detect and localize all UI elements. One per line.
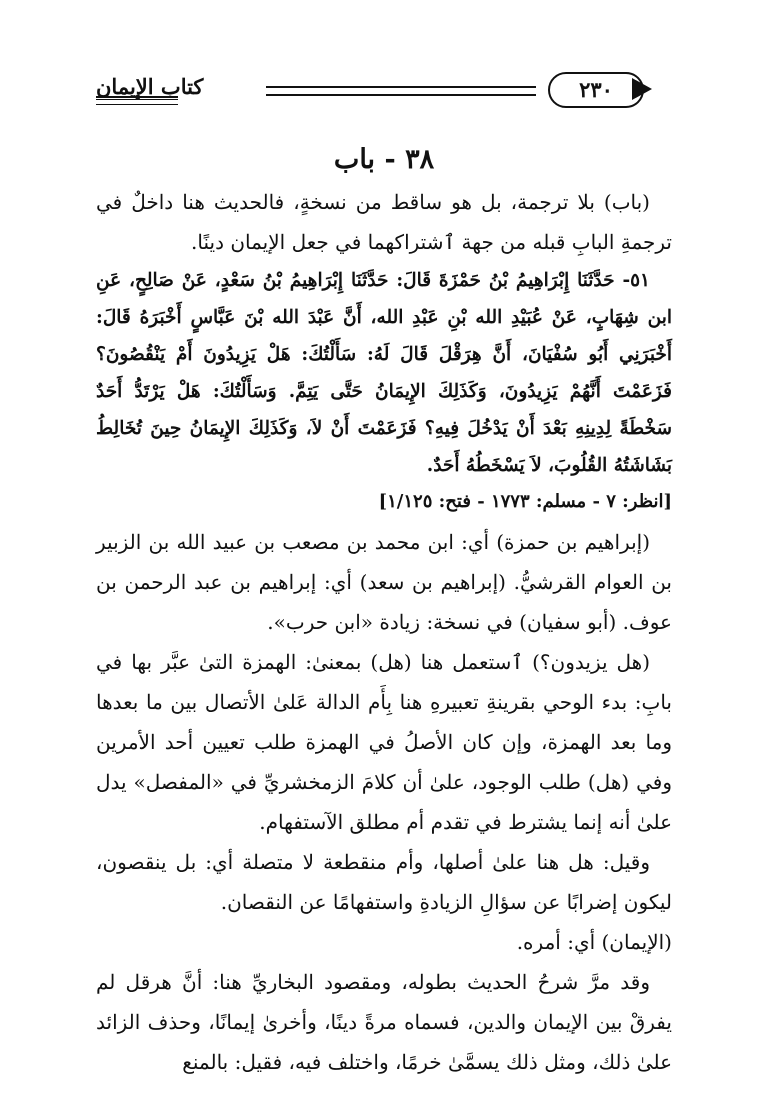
hadith-reference: [انظر: ٧ - مسلم: ١٧٧٣ - فتح: ١/١٢٥] xyxy=(378,491,672,512)
commentary-paragraph-2: (هل يزيدون؟) ٱستعمل هنا (هل) بمعنىٰ: الهمزة التىٰ عبَّر بها في بابِ: بدء الوحي بقرينةِ تعبيرهِ هنا بِأَم الدالة عَلىٰ الأتصال بين ما بعدها وما بعد الهمزة، وإن كان الأصلُ في الهمزة طلب تعيين أحد الأمرين وفي (هل) طلب الوجود، علىٰ أن كلامَ الزمخشريِّ في «المفصل» يدل علىٰ أنه إنما يشترط في تقدم أم مطلق الآستفهام. xyxy=(96,650,672,834)
commentary-paragraph-1: (إبراهيم بن حمزة) أي: ابن محمد بن مصعب بن عبيد الله بن الزبير بن العوام القرشيُّ. (إبراهيم بن سعد) أي: إبراهيم بن عبد الرحمن بن عوف. (أبو سفيان) في نسخة: زيادة «ابن حرب». xyxy=(96,530,672,634)
commentary-paragraph-5: وقد مرَّ شرحُ الحديث بطوله، ومقصود البخاريِّ هنا: أنَّ هرقل لم يفرقْ بين الإيمان والدين، فسماه مرةً دينًا، وأخرىٰ إيمانًا، وحذف الزائد علىٰ ذلك، ومثل ذلك يسمَّىٰ خرمًا، واختلف فيه، فقيل: بالمنع xyxy=(96,970,672,1074)
chapter-intro: (باب) بلا ترجمة، بل هو ساقط من نسخةٍ، فالحديث هنا داخلٌ في ترجمةِ البابِ قبله من جهة ٱشتراكهما في جعل الإيمان دينًا. xyxy=(96,190,672,254)
page-header xyxy=(96,72,672,112)
hadith-text: ٥١- حَدَّثَنَا إِبْرَاهِيمُ بْنُ حَمْزَةَ قَالَ: حَدَّثَنَا إِبْرَاهِيمُ بْنُ سَعْدٍ، عَنْ صَالِحٍ، عَنِ ابن شِهَابٍ، عَنْ عُبَيْدِ الله بْنِ عَبْدِ الله، أَنَّ عَبْدَ الله بْنَ عَبَّاسٍ أَخْبَرَهُ قَالَ: أَخْبَرَنِي أَبُو سُفْيَانَ، أَنَّ هِرَقْلَ قَالَ لَهُ: سَأَلْتُكَ: هَلْ يَزِيدُونَ أَمْ يَنْقُصُونَ؟ فَزَعَمْتَ أَنَّهُمْ يَزِيدُونَ، وَكَذَلِكَ الإِيمَانُ حَتَّى يَتِمَّ. وَسَأَلْتُكَ: هَلْ يَرْتَدُّ أَحَدٌ سَخْطَةً لِدِينِهِ بَعْدَ أَنْ يَدْخُلَ فِيهِ؟ فَزَعَمْتَ أَنْ لاَ، وَكَذَلِكَ الإِيمَانُ حِينَ تُخَالِطُ بَشَاشَتُهُ القُلُوبَ، لاَ يَسْخَطُهُ أَحَدٌ. xyxy=(96,270,672,476)
page-number-arrow-icon xyxy=(632,78,652,100)
header-rule-left xyxy=(96,96,178,105)
running-header-title: كتاب الإيمان xyxy=(96,74,204,99)
chapter-heading: ٣٨ - باب xyxy=(333,144,435,175)
page-number: ٢٣٠ xyxy=(548,72,644,108)
header-rule-middle xyxy=(266,86,536,96)
commentary-paragraph-3: وقيل: هل هنا علىٰ أصلها، وأم منقطعة لا متصلة أي: بل ينقصون، ليكون إضرابًا عن سؤالِ الزيادةِ واستفهامًا عن النقصان. xyxy=(96,850,672,914)
page-body xyxy=(96,140,672,1082)
commentary-paragraph-4: (الإيمان) أي: أمره. xyxy=(516,930,672,954)
